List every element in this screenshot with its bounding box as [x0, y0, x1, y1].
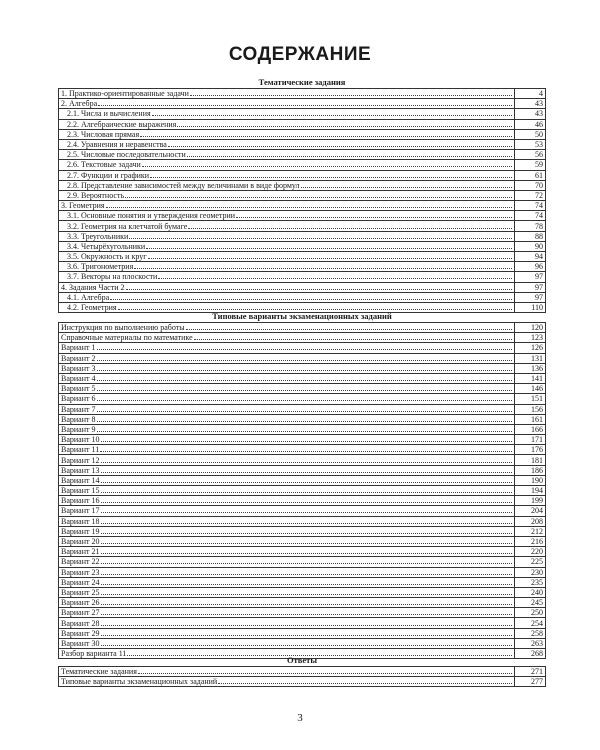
toc-entry-label: Вариант 10 — [61, 435, 100, 445]
toc-entry-label: Вариант 8 — [61, 414, 96, 424]
dot-leader — [194, 333, 512, 340]
dot-leader — [187, 150, 512, 157]
dot-leader — [101, 496, 513, 503]
toc-entry-title-cell — [59, 404, 515, 414]
toc-entry-page: 97 — [515, 282, 546, 292]
dot-leader — [101, 435, 513, 442]
toc-entry-label: 3.5. Окружность и круг — [67, 252, 147, 262]
dot-leader — [126, 283, 513, 290]
toc-entry-label: Вариант 20 — [61, 537, 100, 547]
toc-table — [58, 666, 546, 687]
toc-entry-title-cell — [59, 547, 515, 557]
toc-entry-label: 2.2. Алгебраические выражения — [67, 119, 177, 129]
toc-entry-label: 4.1. Алгебра — [67, 292, 110, 302]
toc-entry[interactable] — [59, 404, 546, 414]
toc-entry-page: 225 — [515, 557, 546, 567]
toc-entry-title-cell — [59, 252, 515, 262]
dot-leader — [101, 517, 513, 524]
dot-leader — [101, 537, 513, 544]
section-heading: Тематические задания — [258, 77, 346, 87]
toc-entry[interactable] — [59, 333, 546, 343]
toc-entry-page: 46 — [515, 119, 546, 129]
toc-entry-title-cell — [59, 190, 515, 200]
dot-leader — [110, 293, 512, 300]
dot-leader — [101, 568, 513, 575]
dot-leader — [152, 109, 512, 116]
toc-entry-page: 171 — [515, 435, 546, 445]
toc-entry-page: 146 — [515, 384, 546, 394]
toc-entry-page: 199 — [515, 496, 546, 506]
toc-entry[interactable] — [59, 455, 546, 465]
toc-entry-title-cell — [59, 394, 515, 404]
toc-entry[interactable] — [59, 618, 546, 628]
toc-entry-label: Вариант 12 — [61, 455, 100, 465]
toc-entry-label: 2.8. Представление зависимостей между величинами в виде формул — [67, 180, 300, 190]
toc-entry[interactable] — [59, 628, 546, 638]
dot-leader — [236, 211, 512, 218]
dot-leader — [129, 232, 512, 239]
toc-entry-label: Вариант 19 — [61, 526, 100, 536]
toc-entry-page: 74 — [515, 201, 546, 211]
toc-entry[interactable] — [59, 89, 546, 99]
toc-entry-label: Вариант 14 — [61, 475, 100, 485]
page-number: 3 — [297, 712, 303, 724]
toc-entry-label: Вариант 11 — [61, 445, 100, 455]
toc-entry[interactable] — [59, 109, 546, 119]
toc-entry-label: 4. Задания Части 2 — [61, 282, 125, 292]
toc-entry-label: Вариант 24 — [61, 577, 100, 587]
toc-entry-title-cell — [59, 465, 515, 475]
toc-entry-label: Вариант 13 — [61, 465, 100, 475]
toc-entry-title-cell — [59, 608, 515, 618]
toc-entry[interactable] — [59, 373, 546, 383]
toc-entry-page: 161 — [515, 414, 546, 424]
toc-entry-page: 151 — [515, 394, 546, 404]
dot-leader — [101, 629, 513, 636]
toc-entry-title-cell — [59, 628, 515, 638]
toc-entry-label: 2.3. Числовая прямая — [67, 129, 140, 139]
dot-leader — [150, 171, 512, 178]
dot-leader — [134, 262, 512, 269]
toc-entry[interactable] — [59, 547, 546, 557]
toc-entry-label: Вариант 18 — [61, 516, 100, 526]
toc-entry-label: Вариант 6 — [61, 394, 96, 404]
toc-entry-label: Вариант 28 — [61, 618, 100, 628]
toc-entry[interactable] — [59, 139, 546, 149]
toc-entry-page: 240 — [515, 587, 546, 597]
toc-entry-page: 176 — [515, 445, 546, 455]
toc-entry-title-cell — [59, 455, 515, 465]
toc-table — [58, 322, 546, 659]
toc-entry[interactable] — [59, 536, 546, 546]
toc-entry-title-cell — [59, 343, 515, 353]
toc-entry-label: 3.4. Четырёхугольники — [67, 241, 146, 251]
toc-entry[interactable] — [59, 638, 546, 648]
toc-entry-label: 1. Практико-ориентированные задачи — [61, 89, 189, 99]
toc-entry-page: 90 — [515, 241, 546, 251]
toc-entry-page: 194 — [515, 486, 546, 496]
toc-entry[interactable] — [59, 496, 546, 506]
dot-leader — [97, 415, 513, 422]
dot-leader — [190, 89, 512, 96]
dot-leader — [101, 578, 513, 585]
toc-entry-label: Вариант 23 — [61, 567, 100, 577]
toc-entry-title-cell — [59, 139, 515, 149]
dot-leader — [101, 588, 513, 595]
toc-entry-page: 97 — [515, 272, 546, 282]
toc-entry-page: 263 — [515, 638, 546, 648]
toc-entry[interactable] — [59, 160, 546, 170]
toc-entry[interactable] — [59, 384, 546, 394]
toc-entry-label: 4.2. Геометрия — [67, 303, 117, 313]
toc-entry-page: 131 — [515, 353, 546, 363]
toc-entry-page: 268 — [515, 649, 546, 659]
toc-entry[interactable] — [59, 557, 546, 567]
toc-entry[interactable] — [59, 190, 546, 200]
toc-entry-page: 181 — [515, 455, 546, 465]
dot-leader — [186, 323, 512, 330]
toc-entry[interactable] — [59, 577, 546, 587]
dot-leader — [97, 384, 513, 391]
toc-entry-page: 216 — [515, 536, 546, 546]
toc-entry-label: Вариант 9 — [61, 424, 96, 434]
toc-entry-page: 97 — [515, 292, 546, 302]
toc-entry-title-cell — [59, 272, 515, 282]
dot-leader — [101, 527, 513, 534]
dot-leader — [148, 252, 513, 259]
toc-entry-label: 3.2. Геометрия на клетчатой бумаге — [67, 221, 188, 231]
toc-entry-label: Вариант 21 — [61, 547, 100, 557]
dot-leader — [146, 242, 512, 249]
toc-entry-title-cell — [59, 282, 515, 292]
toc-entry-page: 204 — [515, 506, 546, 516]
dot-leader — [97, 374, 513, 381]
toc-entry-label: 2.4. Уравнения и неравенства — [67, 140, 167, 150]
toc-entry-page: 166 — [515, 424, 546, 434]
toc-entry-page: 70 — [515, 180, 546, 190]
toc-entry[interactable] — [59, 667, 546, 677]
toc-entry[interactable] — [59, 211, 546, 221]
toc-entry-page: 43 — [515, 99, 546, 109]
toc-entry-title-cell — [59, 567, 515, 577]
toc-entry-label: Вариант 5 — [61, 384, 96, 394]
toc-entry-page: 4 — [515, 89, 546, 99]
dot-leader — [97, 354, 513, 361]
dot-leader — [101, 466, 513, 473]
toc-entry-page: 230 — [515, 567, 546, 577]
toc-entry-title-cell — [59, 119, 515, 129]
toc-entry-label: Вариант 30 — [61, 638, 100, 648]
toc-entry[interactable] — [59, 241, 546, 251]
toc-entry-label: Вариант 26 — [61, 598, 100, 608]
dot-leader — [177, 120, 512, 127]
toc-entry-label: Вариант 17 — [61, 506, 100, 516]
dot-leader — [101, 557, 513, 564]
toc-entry-page: 72 — [515, 190, 546, 200]
toc-entry-title-cell — [59, 424, 515, 434]
toc-entry[interactable] — [59, 272, 546, 282]
toc-entry[interactable] — [59, 414, 546, 424]
toc-entry-label: Вариант 1 — [61, 343, 96, 353]
toc-entry-title-cell — [59, 99, 515, 109]
dot-leader — [118, 303, 512, 310]
toc-entry-label: Вариант 29 — [61, 628, 100, 638]
toc-entry-title-cell — [59, 333, 515, 343]
toc-entry-page: 110 — [515, 302, 546, 312]
toc-entry-page: 61 — [515, 170, 546, 180]
toc-entry-title-cell — [59, 323, 515, 333]
toc-entry-title-cell — [59, 536, 515, 546]
dot-leader — [101, 547, 513, 554]
toc-entry-title-cell — [59, 506, 515, 516]
toc-entry-label: 3.7. Векторы на плоскости — [67, 272, 158, 282]
dot-leader — [101, 506, 513, 513]
toc-entry-title-cell — [59, 618, 515, 628]
toc-entry-label: Вариант 25 — [61, 587, 100, 597]
toc-entry-label: 2.5. Числовые последовательности — [67, 150, 186, 160]
toc-entry-label: 3.3. Треугольники — [67, 231, 129, 241]
toc-entry[interactable] — [59, 323, 546, 333]
toc-entry-page: 235 — [515, 577, 546, 587]
toc-entry-title-cell — [59, 435, 515, 445]
toc-entry[interactable] — [59, 292, 546, 302]
toc-entry[interactable] — [59, 99, 546, 109]
toc-entry-title-cell — [59, 587, 515, 597]
toc-entry[interactable] — [59, 170, 546, 180]
dot-leader — [106, 201, 512, 208]
toc-entry-page: 96 — [515, 262, 546, 272]
toc-entry-title-cell — [59, 638, 515, 648]
dot-leader — [101, 486, 513, 493]
toc-entry-label: 3.1. Основные понятия и утверждения геометрии — [67, 211, 236, 221]
toc-entry-label: Вариант 4 — [61, 374, 96, 384]
dot-leader — [101, 476, 513, 483]
toc-entry-title-cell — [59, 363, 515, 373]
toc-entry-title-cell — [59, 516, 515, 526]
toc-entry-page: 141 — [515, 373, 546, 383]
toc-entry-title-cell — [59, 231, 515, 241]
toc-entry[interactable] — [59, 486, 546, 496]
dot-leader — [125, 191, 512, 198]
dot-leader — [101, 456, 513, 463]
toc-entry-page: 277 — [515, 677, 546, 687]
toc-entry-page: 123 — [515, 333, 546, 343]
toc-entry-label: Вариант 22 — [61, 557, 100, 567]
toc-entry[interactable] — [59, 608, 546, 618]
toc-entry-label: Вариант 27 — [61, 608, 100, 618]
toc-entry-title-cell — [59, 129, 515, 139]
dot-leader — [101, 598, 513, 605]
toc-entry[interactable] — [59, 201, 546, 211]
toc-entry[interactable] — [59, 516, 546, 526]
dot-leader — [138, 667, 512, 674]
toc-entry-page: 258 — [515, 628, 546, 638]
toc-entry-page: 156 — [515, 404, 546, 414]
toc-entry-label: Тематические задания — [61, 667, 137, 677]
dot-leader — [188, 222, 512, 229]
toc-entry-label: 3. Геометрия — [61, 201, 105, 211]
toc-entry-page: 190 — [515, 475, 546, 485]
toc-entry-title-cell — [59, 475, 515, 485]
toc-entry[interactable] — [59, 526, 546, 536]
toc-entry-page: 208 — [515, 516, 546, 526]
toc-entry[interactable] — [59, 282, 546, 292]
toc-entry-title-cell — [59, 262, 515, 272]
dot-leader — [218, 677, 512, 684]
dot-leader — [97, 425, 513, 432]
toc-table — [58, 88, 546, 313]
toc-entry-title-cell — [59, 211, 515, 221]
toc-entry-title-cell — [59, 384, 515, 394]
toc-entry[interactable] — [59, 363, 546, 373]
toc-entry-title-cell — [59, 170, 515, 180]
toc-entry-page: 53 — [515, 139, 546, 149]
dot-leader — [158, 272, 512, 279]
toc-entry-title-cell — [59, 180, 515, 190]
toc-entry-title-cell — [59, 598, 515, 608]
toc-entry-page: 94 — [515, 252, 546, 262]
toc-entry-title-cell — [59, 373, 515, 383]
toc-entry-title-cell — [59, 486, 515, 496]
toc-entry-title-cell — [59, 292, 515, 302]
toc-entry[interactable] — [59, 445, 546, 455]
dot-leader — [140, 130, 512, 137]
toc-entry-label: 3.6. Тригонометрия — [67, 262, 134, 272]
toc-entry[interactable] — [59, 119, 546, 129]
toc-entry-label: Вариант 16 — [61, 496, 100, 506]
toc-entry-label: Инструкция по выполнению работы — [61, 323, 185, 333]
toc-entry-page: 245 — [515, 598, 546, 608]
dot-leader — [101, 619, 513, 626]
toc-entry-page: 50 — [515, 129, 546, 139]
toc-entry-title-cell — [59, 526, 515, 536]
toc-entry[interactable] — [59, 180, 546, 190]
toc-entry-label: 2.1. Числа и вычисления — [67, 109, 151, 119]
toc-entry-label: Справочные материалы по математике — [61, 333, 193, 343]
dot-leader — [98, 99, 512, 106]
toc-entry-title-cell — [59, 677, 515, 687]
toc-entry[interactable] — [59, 231, 546, 241]
toc-entry-label: 2.6. Текстовые задачи — [67, 160, 141, 170]
toc-entry[interactable] — [59, 567, 546, 577]
toc-entry[interactable] — [59, 424, 546, 434]
toc-entry-title-cell — [59, 667, 515, 677]
toc-entry[interactable] — [59, 150, 546, 160]
toc-entry-page: 88 — [515, 231, 546, 241]
dot-leader — [301, 181, 512, 188]
toc-entry-title-cell — [59, 557, 515, 567]
toc-entry-title-cell — [59, 89, 515, 99]
toc-entry-label: Вариант 15 — [61, 486, 100, 496]
toc-entry-label: Типовые варианты экзаменационных заданий — [61, 677, 218, 687]
toc-entry[interactable] — [59, 435, 546, 445]
toc-entry-title-cell — [59, 414, 515, 424]
dot-leader — [97, 394, 513, 401]
toc-entry[interactable] — [59, 129, 546, 139]
toc-entry[interactable] — [59, 353, 546, 363]
toc-entry[interactable] — [59, 677, 546, 687]
toc-entry[interactable] — [59, 262, 546, 272]
toc-entry-page: 186 — [515, 465, 546, 475]
toc-entry-label: Вариант 7 — [61, 404, 96, 414]
toc-entry-page: 254 — [515, 618, 546, 628]
section-heading: Типовые варианты экзаменационных заданий — [212, 311, 392, 321]
toc-entry-page: 74 — [515, 211, 546, 221]
toc-entry[interactable] — [59, 465, 546, 475]
toc-entry[interactable] — [59, 252, 546, 262]
dot-leader — [100, 445, 512, 452]
toc-entry-label: 2.7. Функции и графики — [67, 170, 150, 180]
toc-entry-page: 59 — [515, 160, 546, 170]
dot-leader — [97, 364, 513, 371]
toc-entry-label: Вариант 2 — [61, 353, 96, 363]
toc-entry-title-cell — [59, 241, 515, 251]
toc-entry-title-cell — [59, 577, 515, 587]
dot-leader — [101, 639, 513, 646]
toc-entry[interactable] — [59, 221, 546, 231]
dot-leader — [97, 343, 513, 350]
toc-entry-page: 271 — [515, 667, 546, 677]
toc-entry-label: Вариант 3 — [61, 363, 96, 373]
toc-entry-page: 43 — [515, 109, 546, 119]
toc-entry-title-cell — [59, 160, 515, 170]
toc-entry-title-cell — [59, 445, 515, 455]
toc-entry-title-cell — [59, 221, 515, 231]
toc-entry-label: 2.9. Вероятность — [67, 190, 125, 200]
toc-entry-title-cell — [59, 496, 515, 506]
toc-entry-label: 2. Алгебра — [61, 99, 98, 109]
toc-entry-title-cell — [59, 201, 515, 211]
dot-leader — [97, 405, 513, 412]
toc-entry-title-cell — [59, 150, 515, 160]
toc-entry-title-cell — [59, 109, 515, 119]
toc-entry-page: 78 — [515, 221, 546, 231]
toc-entry-page: 126 — [515, 343, 546, 353]
toc-entry-page: 250 — [515, 608, 546, 618]
dot-leader — [142, 160, 512, 167]
toc-entry-page: 136 — [515, 363, 546, 373]
page-title: СОДЕРЖАНИЕ — [228, 44, 372, 65]
toc-entry-page: 220 — [515, 547, 546, 557]
toc-entry-label: Разбор варианта 11 — [61, 649, 127, 659]
dot-leader — [168, 140, 512, 147]
toc-entry-page: 120 — [515, 323, 546, 333]
toc-entry[interactable] — [59, 506, 546, 516]
toc-entry[interactable] — [59, 598, 546, 608]
section-heading: Ответы — [287, 655, 317, 665]
toc-entry-page: 56 — [515, 150, 546, 160]
toc-entry[interactable] — [59, 343, 546, 353]
toc-entry[interactable] — [59, 394, 546, 404]
toc-entry-title-cell — [59, 353, 515, 363]
toc-entry[interactable] — [59, 475, 546, 485]
toc-entry-page: 212 — [515, 526, 546, 536]
dot-leader — [101, 608, 513, 615]
toc-entry[interactable] — [59, 587, 546, 597]
